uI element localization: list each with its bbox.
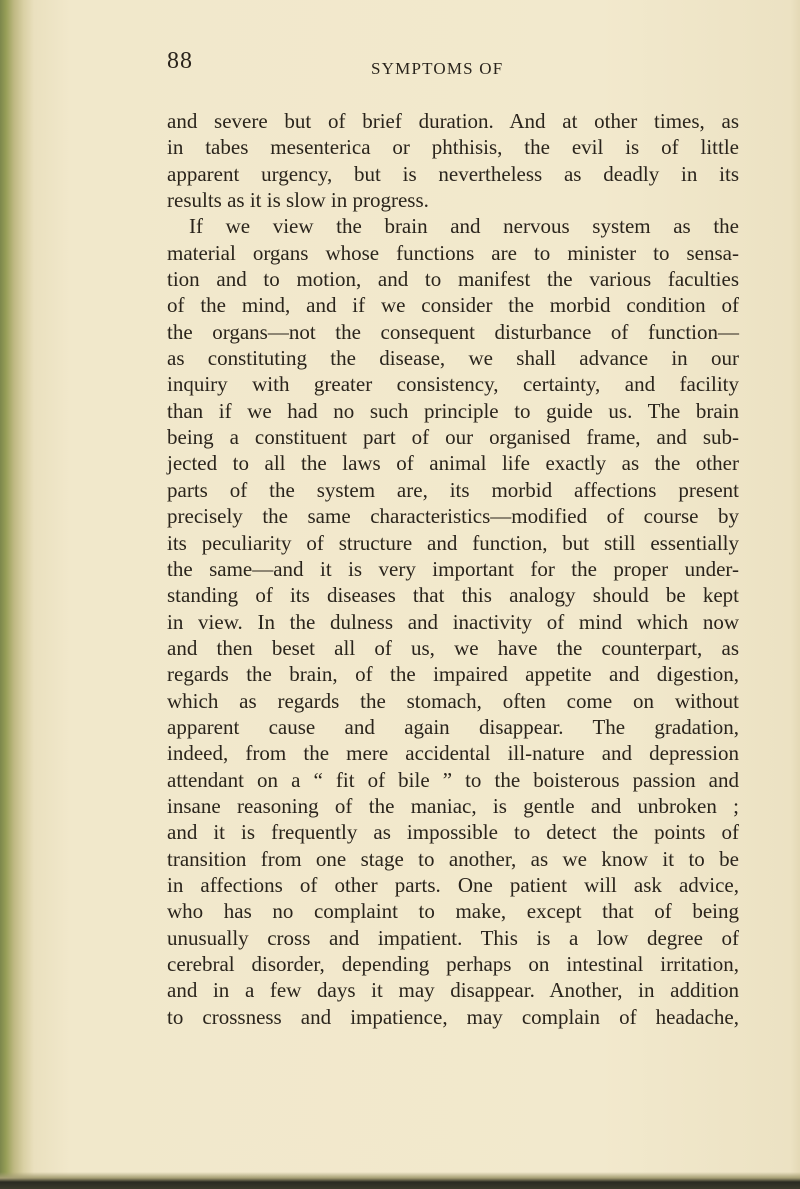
text-line: than if we had no such principle to guide us. The brain: [167, 398, 739, 423]
page-number: 88: [167, 48, 193, 74]
page-binding-edge: [0, 0, 34, 1189]
text-line: being a constituent part of our organised frame, and sub-: [167, 425, 739, 450]
text-line: jected to all the laws of animal life exactly as the other: [167, 451, 739, 476]
text-line: in view. In the dulness and inactivity of mind which now: [167, 609, 739, 634]
text-line: parts of the system are, its morbid affections present: [167, 477, 739, 502]
text-line: regards the brain, of the impaired appetite and digestion,: [167, 662, 739, 687]
text-line: its peculiarity of structure and function, but still essentially: [167, 530, 739, 555]
text-line: who has no complaint to make, except that of being: [167, 899, 739, 924]
text-line: precisely the same characteristics—modified of course by: [167, 504, 739, 529]
text-line: transition from one stage to another, as we know it to be: [167, 846, 739, 871]
running-head: SYMPTOMS OF: [371, 59, 504, 78]
text-line: in tabes mesenterica or phthisis, the evil is of little: [167, 135, 739, 160]
text-line: indeed, from the mere accidental ill-nature and depression: [167, 741, 739, 766]
text-line: and it is frequently as impossible to detect the points of: [167, 820, 739, 845]
text-line: apparent urgency, but is nevertheless as deadly in its: [167, 161, 739, 186]
text-line: as constituting the disease, we shall advance in our: [167, 346, 739, 371]
text-line: apparent cause and again disappear. The gradation,: [167, 714, 739, 739]
text-line: and in a few days it may disappear. Another, in addition: [167, 978, 739, 1003]
text-line: of the mind, and if we consider the morbid condition of: [167, 293, 739, 318]
text-line: unusually cross and impatient. This is a low degree of: [167, 925, 739, 950]
text-line: standing of its diseases that this analogy should be kept: [167, 583, 739, 608]
text-line: the same—and it is very important for the proper under-: [167, 556, 739, 581]
text-line: to crossness and impatience, may complain of headache,: [167, 1004, 739, 1029]
text-line: cerebral disorder, depending perhaps on intestinal irritation,: [167, 952, 739, 976]
text-line: and then beset all of us, we have the counterpart, as: [167, 635, 739, 660]
body-text: [167, 108, 739, 1030]
text-line: material organs whose functions are to minister to sensa-: [167, 240, 739, 265]
text-line: insane reasoning of the maniac, is gentle and unbroken ;: [167, 793, 739, 818]
paragraph-start-line: If we view the brain and nervous system as the: [189, 214, 739, 239]
text-line: inquiry with greater consistency, certainty, and facility: [167, 372, 739, 397]
text-line: results as it is slow in progress.: [167, 188, 429, 213]
page-header: [0, 46, 800, 86]
text-line: in affections of other parts. One patient will ask advice,: [167, 872, 739, 897]
text-line: the organs—not the consequent disturbance of function—: [167, 319, 739, 344]
page-bottom-edge: [0, 1172, 800, 1189]
text-line: tion and to motion, and to manifest the various faculties: [167, 267, 739, 292]
text-line: and severe but of brief duration. And at other times, as: [167, 109, 739, 133]
text-line: which as regards the stomach, often come on without: [167, 688, 739, 713]
text-line: attendant on a “ fit of bile ” to the boisterous passion and: [167, 767, 739, 792]
